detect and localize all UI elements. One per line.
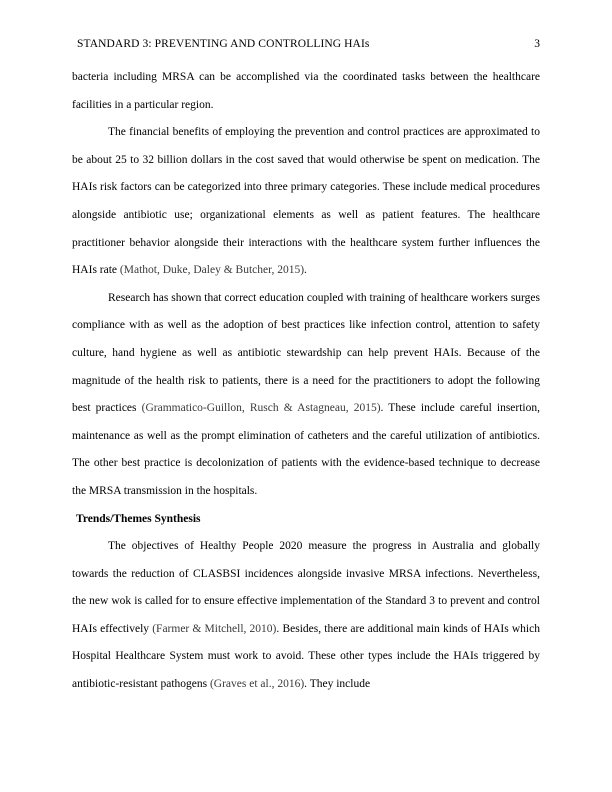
paragraph-research [72,285,540,506]
paragraph-text: The financial benefits of employing the prevention and control practices are approximated to be about 25 to 32 billion dollars in the cost saved that would otherwise be spent on medication. The HAIs risk factors can be categorized into three primary categories. These include medical procedures alongside antibiotic use; organizational elements as well as patient features. The healthcare practitioner behavior alongside their interactions with the healthcare system further influences the HAIs rate [72,126,540,277]
citation: (Farmer & Mitchell, 2010) [152,622,277,635]
paragraph-text: Research has shown that correct education coupled with training of healthcare workers surges compliance with as well as the adoption of best practices like infection control, attention to safety culture, hand hygiene as well as antibiotic stewardship can help prevent HAIs. Because of the magnitude of the health risk to patients, there is a need for the practitioners to adopt the following best practices [72,291,540,415]
page-number: 3 [534,38,540,50]
paragraph-continued [72,64,540,119]
paragraph-financial-benefits [72,119,540,285]
paragraph-text: . [304,264,307,277]
paragraph-text: . These include careful insertion, maintenance as well as the prompt elimination of catheters and the careful utilization of antibiotics. The other best practice is decolonization of patients with the evidence-based technique to decrease the MRSA transmission in the hospitals. [72,402,540,497]
citation: (Graves et al., 2016) [209,678,305,691]
citation: (Grammatico-Guillon, Rusch & Astagneau, 2015) [141,402,381,415]
running-header [77,37,540,51]
paragraph-trends [72,533,540,699]
section-heading: Trends/Themes Synthesis [76,512,201,525]
running-head-title: STANDARD 3: PREVENTING AND CONTROLLING HAIs [77,38,370,50]
paragraph-text: . They include [304,678,371,691]
citation: (Mathot, Duke, Daley & Butcher, 2015) [119,264,305,277]
paragraph-text: The objectives of Healthy People 2020 measure the progress in Australia and globally towards the reduction of CLASBSI incidences alongside invasive MRSA infections. Nevertheless, the new wok is called for to ensure effective implementation of the Standard 3 to prevent and control HAIs effectively [72,540,540,635]
document-body [72,64,540,699]
paragraph-text: bacteria including MRSA can be accomplished via the coordinated tasks between the healthcare facilities in a particular region. [72,71,540,111]
paragraph-text: . Besides, there are additional main kinds of HAIs which Hospital Healthcare System must work to avoid. These other types include the HAIs triggered by antibiotic-resistant pathogens [72,622,540,691]
